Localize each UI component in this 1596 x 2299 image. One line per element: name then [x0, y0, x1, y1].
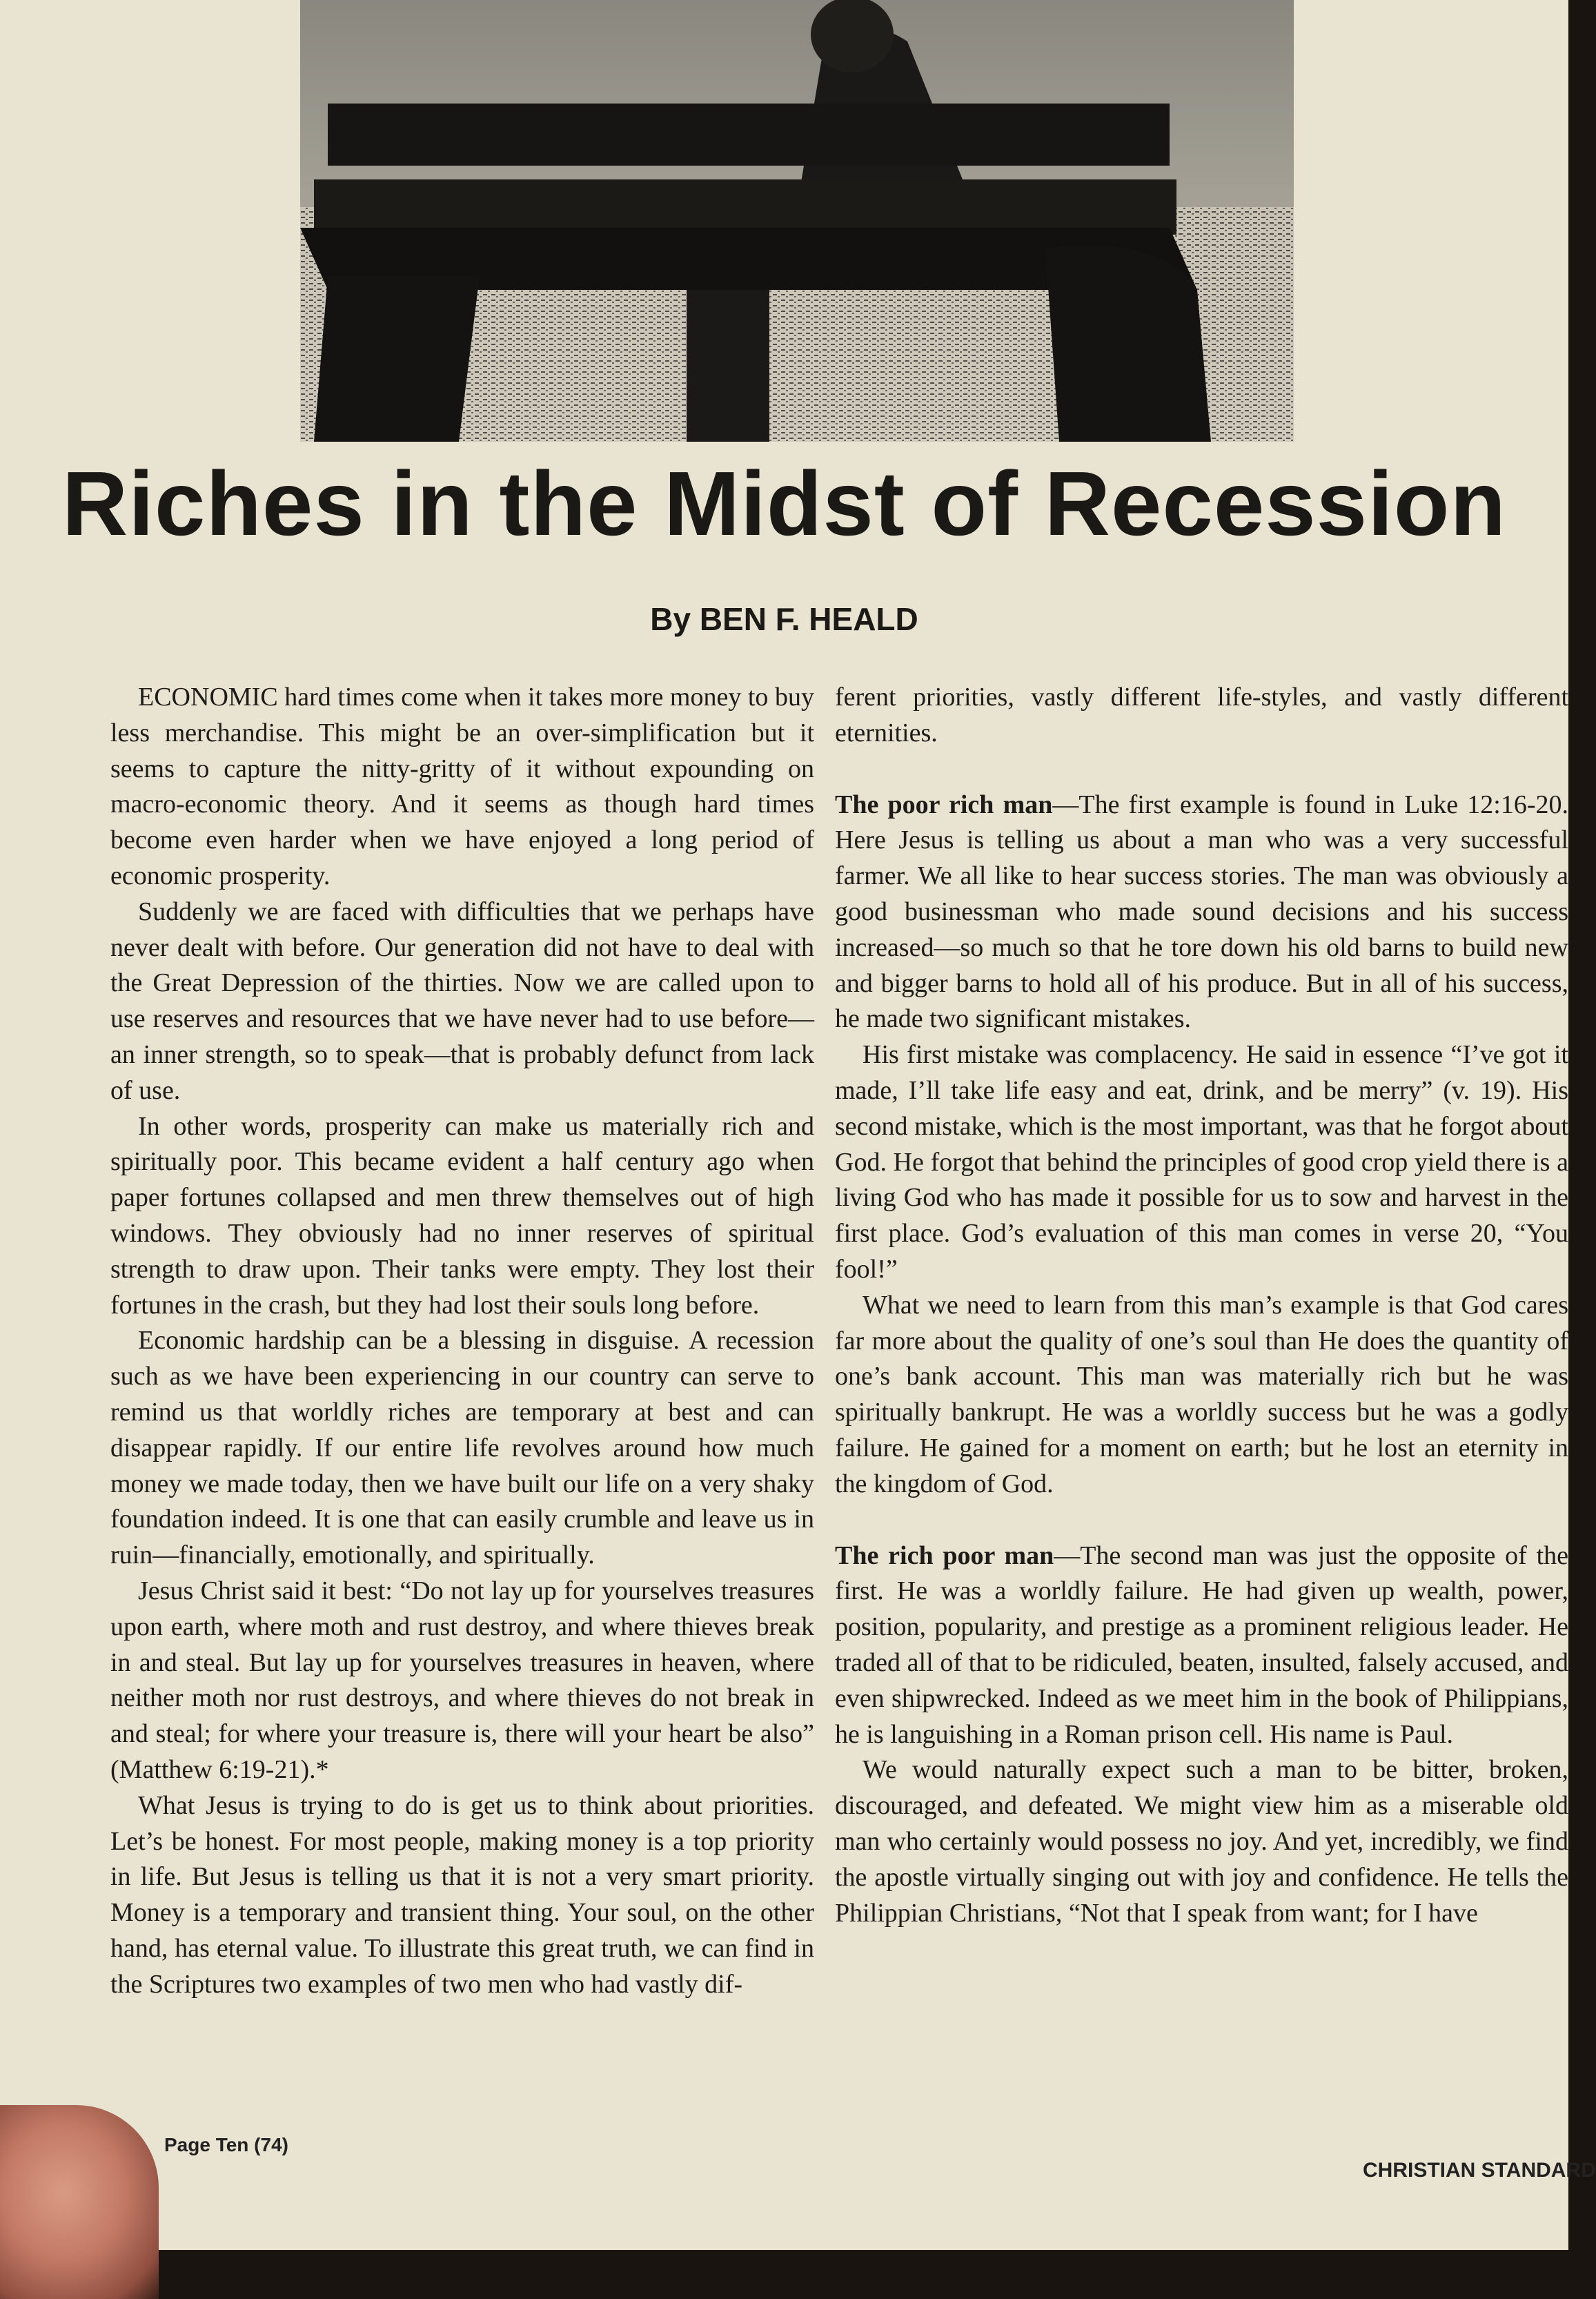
thumb-finger: [0, 2105, 159, 2299]
right-paragraph: His first mistake was complacency. He said in essence “I’ve got it made, I’ll take life easy and eat, drink, and be merry” (v. 19). His second mistake, which is the most important, was that he forgot about God. He forgot that behind the principles of good crop yield there is a living God who has made it possible for us to sow and harvest in the first place. God’s evaluation of this man comes in verse 20, “You fool!”: [835, 1040, 1568, 1284]
left-paragraph: What Jesus is trying to do is get us to think about priorities. Let’s be honest. For most people, making money is a top priority in life. But Jesus is telling us that it is not a very smart priority. Money is a temporary and transient thing. Your soul, on the other hand, has eternal value. To illustrate this great truth, we can find in the Scriptures two examples of two men who had vastly dif-: [110, 1790, 814, 1999]
left-paragraph: ECONOMIC hard times come when it takes more money to buy less merchandise. This might be an over-simplification but it seems to capture the nitty-gritty of it without expounding on macro-economic theory. And it seems as though hard times become even harder when we have enjoyed a long period of economic prosperity.: [110, 683, 814, 890]
section-text: —The second man was just the opposite of the first. He was a worldly failure. He had given up wealth, power, position, popularity, and prestige as a prominent religious leader. He traded all of that to be ridiculed, beaten, insulted, falsely accused, and even shipwrecked. Indeed as we meet him in the book of Philippians, he is languishing in a Roman prison cell. His name is Paul.: [835, 1540, 1568, 1749]
bench-photo-illustration: [300, 0, 1294, 442]
article-title: Riches in the Midst of Recession: [61, 453, 1507, 554]
left-paragraph: Economic hardship can be a blessing in disguise. A recession such as we have been experiencing in our country can serve to remind us that worldly riches are temporary at best and can disappear rapidly. If our entire life revolves around how much money we made today, then we have built our life on a very shaky foundation indeed. It is one that can easily crumble and leave us in ruin—financially, emotionally, and spiritually.: [110, 1326, 814, 1570]
magazine-name: CHRISTIAN STANDARD: [1363, 2159, 1596, 2182]
section-rich-poor-man: [835, 1538, 1568, 1753]
section-heading-rich-poor-man: The rich poor man: [835, 1540, 1054, 1570]
page-number: Page Ten (74): [164, 2134, 288, 2155]
left-paragraph: Suddenly we are faced with difficulties that we perhaps have never dealt with before. Our generation did not have to deal with the Great Depression of the thirties. Now we are called upon to use reserves and resources that we have never had to use before—an inner strength, so to speak—that is probably defunct from lack of use.: [110, 897, 814, 1105]
left-paragraph: Jesus Christ said it best: “Do not lay up for yourselves treasures upon earth, where moth and rust destroy, and where thieves break in and steal. But lay up for yourselves treasures in heaven, where neither moth nor rust destroys, and where thieves do not break in and steal; for where your treasure is, there will your heart be also” (Matthew 6:19-21).*: [110, 1576, 814, 1784]
section-heading-poor-rich-man: The poor rich man: [835, 790, 1053, 819]
left-paragraph: In other words, prosperity can make us materially rich and spiritually poor. This became evident a half century ago when paper fortunes collapsed and men threw themselves out of high windows. They obviously had no inner reserves of spiritual strength to draw upon. Their tanks were empty. They lost their fortunes in the crash, but they had lost their souls long before.: [110, 1111, 814, 1320]
left-column: [110, 680, 814, 2122]
section-poor-rich-man: [835, 787, 1568, 1038]
section-text: —The first example is found in Luke 12:16-20. Here Jesus is telling us about a man who was a very successful farmer. We all like to hear success stories. The man was obviously a good businessman who made sound decisions and his success increased—so much so that he tore down his old barns to build new and bigger barns to hold all of his produce. But in all of his success, he made two significant mistakes.: [835, 790, 1568, 1034]
continuation-paragraph: ferent priorities, vastly different life-styles, and vastly different eternities.: [835, 683, 1568, 747]
bench-photo: [300, 0, 1294, 442]
right-paragraph: What we need to learn from this man’s example is that God cares far more about the quality of one’s soul than He does the quantity of one’s bank account. This man was materially rich but he was spiritually bankrupt. He was a worldly success but he was a godly failure. He gained for a moment on earth; but he lost an eternity in the kingdom of God.: [835, 1290, 1568, 1498]
right-paragraph: We would naturally expect such a man to be bitter, broken, discouraged, and defeated. We might view him as a miserable old man who certainly would possess no joy. And yet, incredibly, we find the apostle virtually singing out with joy and confidence. He tells the Philippian Christians, “Not that I speak from want; for I have: [835, 1755, 1568, 1928]
right-column: [835, 680, 1568, 2122]
article-byline: By BEN F. HEALD: [650, 601, 918, 637]
